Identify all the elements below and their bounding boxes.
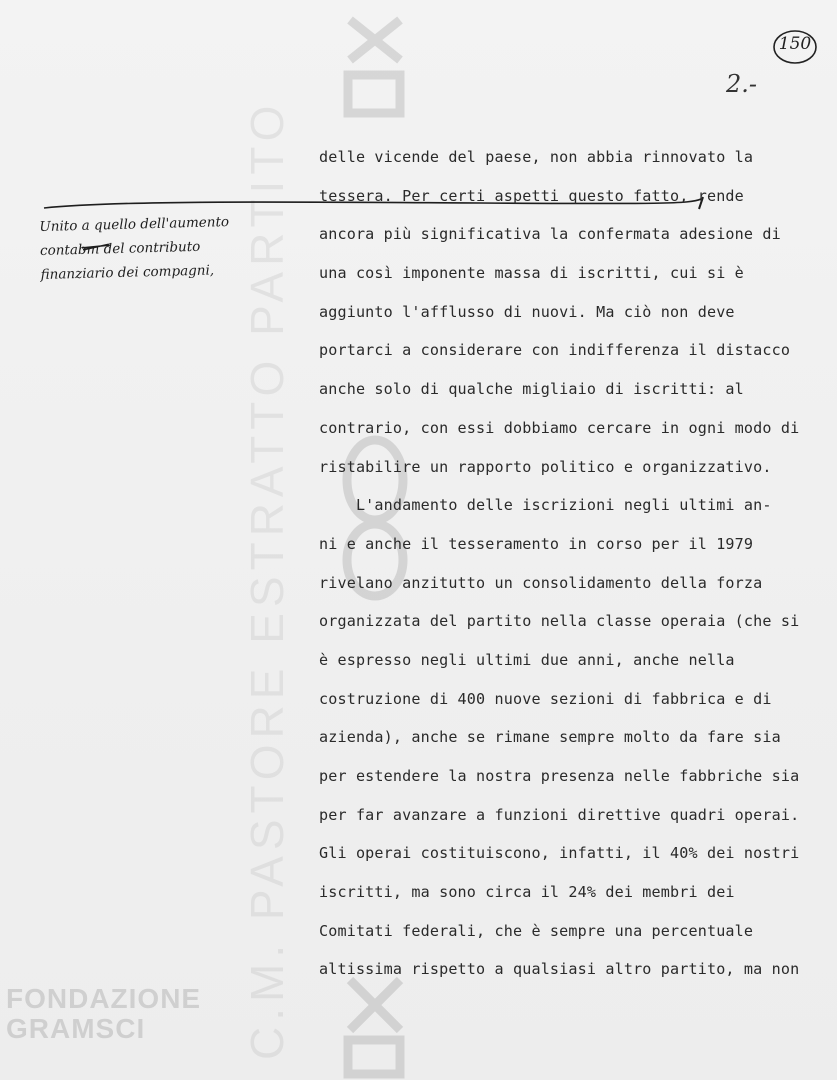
margin-note-line-1: Unito a quello dell'aumento — [39, 214, 230, 236]
watermark-logo-line-1: FONDAZIONE — [6, 983, 202, 1014]
body-line: altissima rispetto a qualsiasi altro partito, ma non — [319, 960, 800, 979]
body-line: contrario, con essi dobbiamo cercare in ogni modo di — [319, 418, 800, 437]
page-number: 2.- — [726, 70, 758, 98]
body-line: aggiunto l'afflusso di nuovi. Ma ciò non deve — [319, 302, 735, 321]
body-line: anche solo di qualche migliaio di iscritti: al — [319, 380, 744, 399]
body-line: per estendere la nostra presenza nelle fabbriche sia — [319, 767, 800, 785]
body-line: organizzata del partito nella classe operaia (che si — [319, 612, 800, 631]
margin-note-line-2: contabm del contributo — [39, 238, 201, 260]
handwritten-margin-note — [39, 209, 271, 287]
body-line: rivelano anzitutto un consolidamento della forza — [319, 573, 763, 592]
archive-number: 150 — [778, 34, 812, 54]
body-line: costruzione di 400 nuove sezioni di fabbrica e di — [319, 689, 772, 708]
watermark-side-text: C.M. PASTORE ESTRATTO PARTITO — [241, 99, 293, 1060]
typewritten-body — [319, 138, 834, 989]
body-line: ristabilire un rapporto politico e organizzativo. — [319, 457, 772, 476]
body-line: Gli operai costituiscono, infatti, il 40% dei nostri — [319, 844, 800, 863]
body-line: tessera. Per certi aspetti questo fatto, rende — [319, 186, 744, 205]
body-line: Comitati federali, che è sempre una percentuale — [319, 921, 754, 940]
body-line: è espresso negli ultimi due anni, anche nella — [319, 650, 735, 669]
body-line: azienda), anche se rimane sempre molto da fare sia — [319, 728, 781, 747]
body-line: L'andamento delle iscrizioni negli ultimi an- — [319, 496, 772, 515]
margin-note-line-3: finanziario dei compagni, — [40, 262, 215, 283]
body-line: per far avanzare a funzioni direttive quadri operai. — [319, 805, 800, 824]
strikethrough-mark — [81, 240, 111, 253]
watermark-logo-line-2: GRAMSCI — [6, 1013, 146, 1044]
body-line: una così imponente massa di iscritti, cui si è — [319, 264, 744, 283]
body-line: ni e anche il tesseramento in corso per il 1979 — [319, 534, 754, 553]
body-line: iscritti, ma sono circa il 24% dei membri dei — [319, 883, 735, 902]
watermark-logo — [6, 984, 216, 1074]
body-line: delle vicende del paese, non abbia rinnovato la — [319, 148, 754, 166]
body-line: portarci a considerare con indifferenza il distacco — [319, 341, 791, 360]
body-line: ancora più significativa la confermata adesione di — [319, 225, 781, 244]
